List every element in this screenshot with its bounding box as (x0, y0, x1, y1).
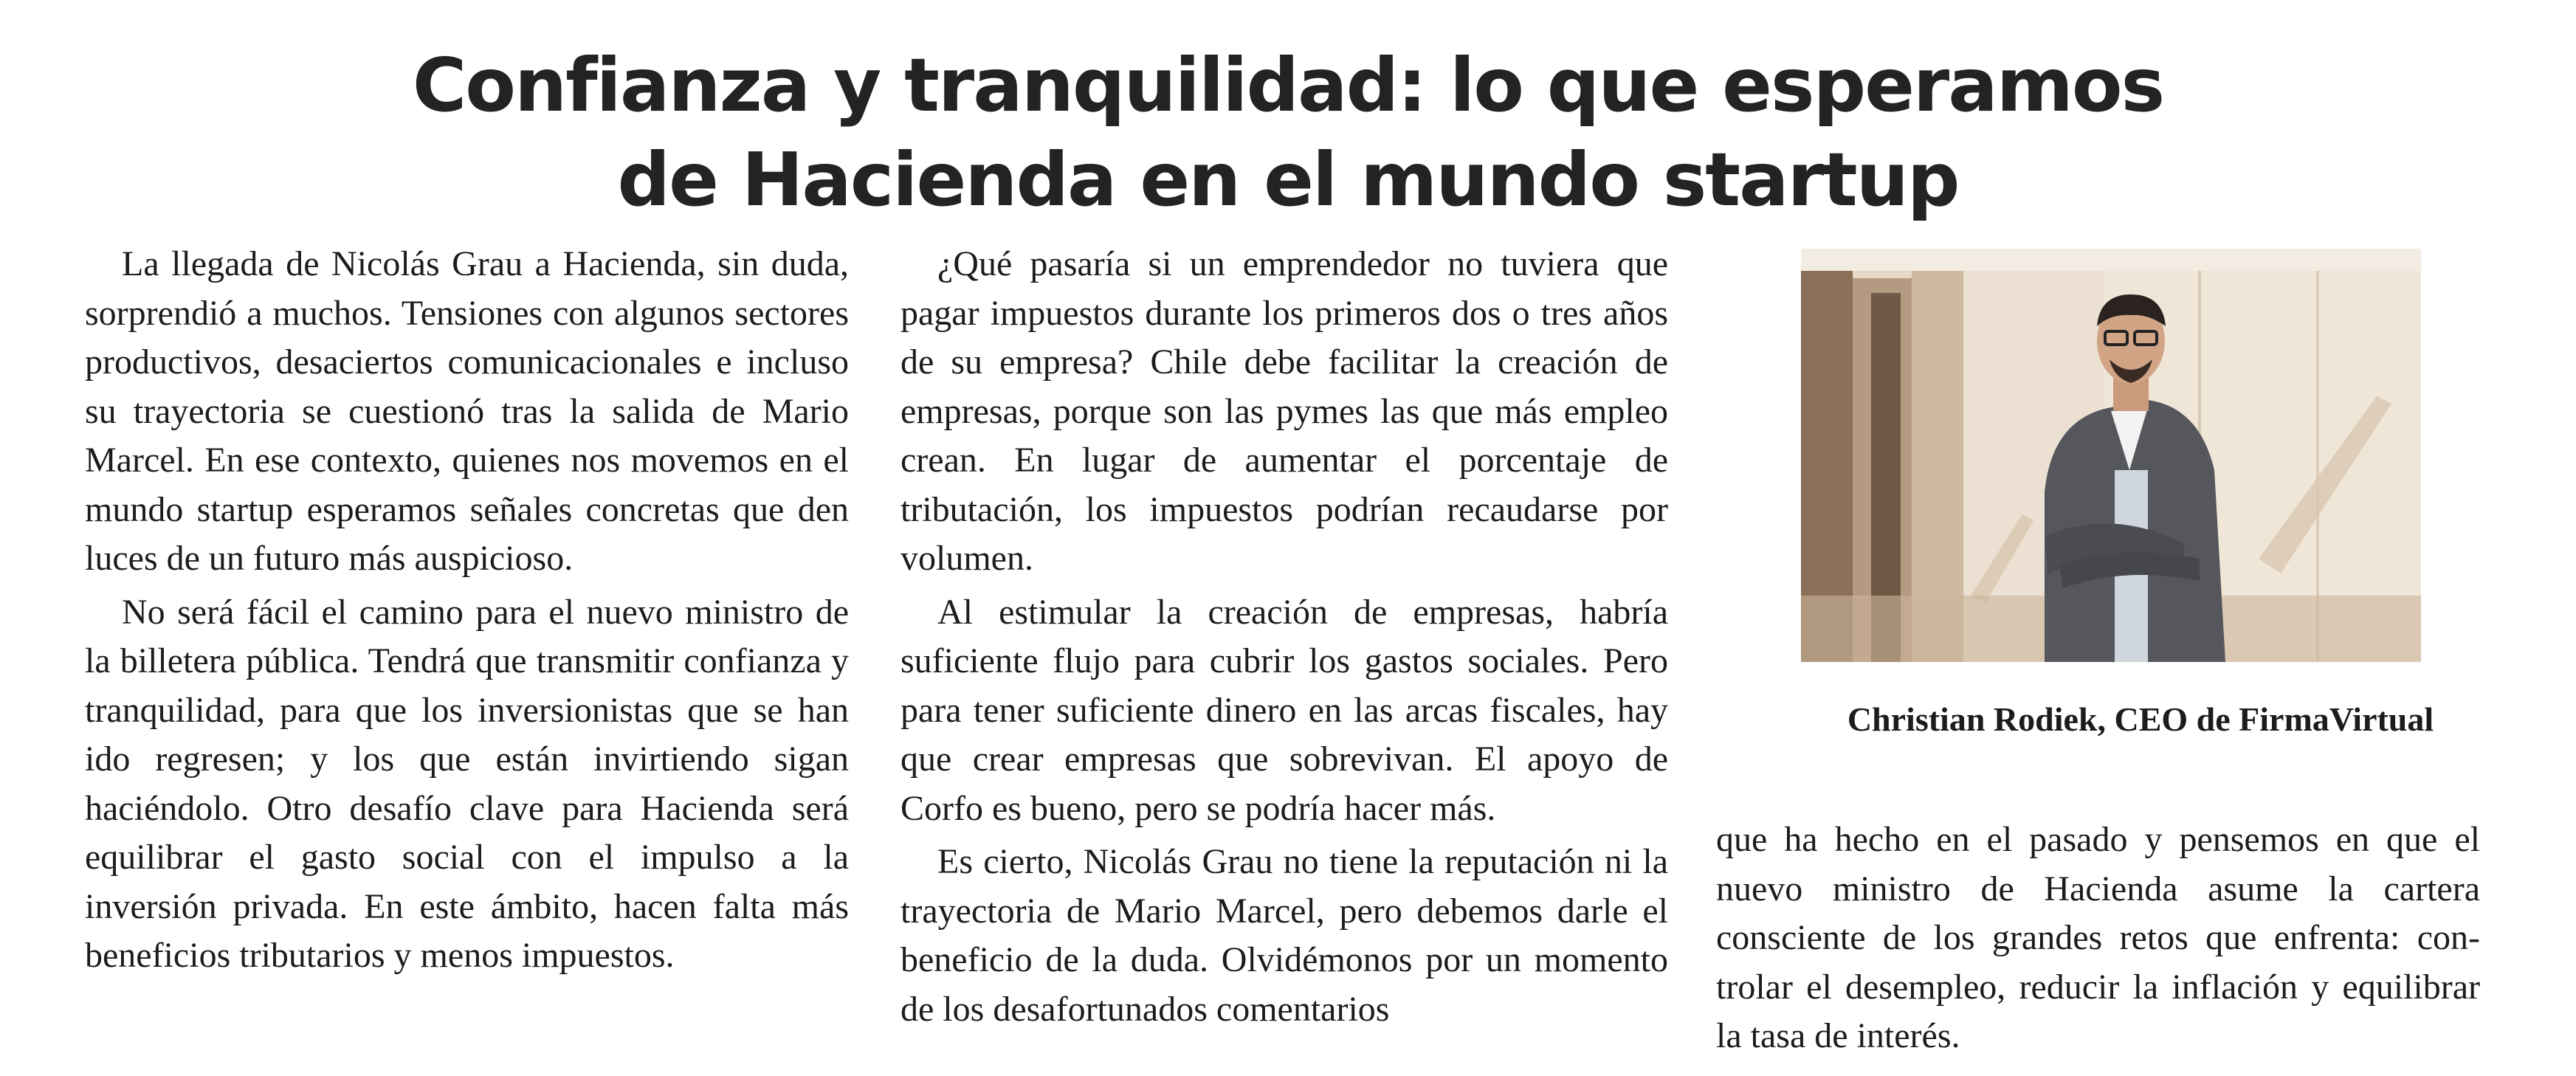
paragraph: La llegada de Nicolás Grau a Hacienda, sin duda, sorprendió a muchos. Tensiones con algunos sectores productivos, desaciertos comunicacionales e incluso su trayectoria se cuestionó tras la salida de Mario Marcel. En ese contexto, quienes nos movemos en el mundo startup esperamos señales concretas que den luces de un futuro más auspicioso. (85, 244, 849, 578)
headline-line-1: Confianza y tranquilidad: lo que esperamos (412, 42, 2164, 128)
paragraph: ¿Qué pasaría si un emprendedor no tuviera que pagar impuestos durante los primeros dos o tres años de su empresa? Chile debe facilitar la creación de empresas, porque son las pymes las que más empleo crean. En lugar de aumentar el porcentaje de tributación, los impuestos podrían recaudarse por volumen. (900, 244, 1668, 578)
text-column-3 (1716, 815, 2480, 1061)
paragraph: Es cierto, Nicolás Grau no tiene la reputación ni la trayectoria de Mario Marcel, pero debemos darle el beneficio de la duda. Olvidémonos por un momento de los desafortunados comentarios (900, 842, 1668, 1029)
photo-caption: Christian Rodiek, CEO de FirmaVirtual (1847, 700, 2434, 738)
text-column-1 (85, 240, 849, 981)
paragraph: que ha hecho en el pasado y pensemos en que el nuevo ministro de Hacienda asume la cartera consciente de los grandes retos que enfrenta: controlar el desempleo, reducir la inflación y equilibrar la tasa de interés. (1716, 820, 2480, 1055)
text-column-2 (900, 240, 1668, 1034)
paragraph: Al estimular la creación de empresas, habría suficiente flujo para cubrir los gastos sociales. Pero para tener suficiente dinero en las arcas fiscales, hay que crear empresas que sobrevivan. El apoyo de Corfo es bueno, pero se podría hacer más. (900, 592, 1668, 828)
headline-line-2: de Hacienda en el mundo startup (617, 137, 1959, 223)
article-headline (0, 38, 2576, 227)
portrait-photo (1801, 249, 2421, 662)
portrait-illustration (1801, 249, 2421, 662)
paragraph: No será fácil el camino para el nuevo ministro de la billetera pública. Tendrá que transmitir confianza y tranquilidad, para que los inversionistas que se han ido regresen; y los que están invirtiendo sigan haciéndolo. Otro desafío clave para Hacienda será equilibrar el gasto social con el impulso a la inversión privada. En este ámbito, hacen falta más beneficios tributarios y menos impuestos. (85, 592, 849, 975)
